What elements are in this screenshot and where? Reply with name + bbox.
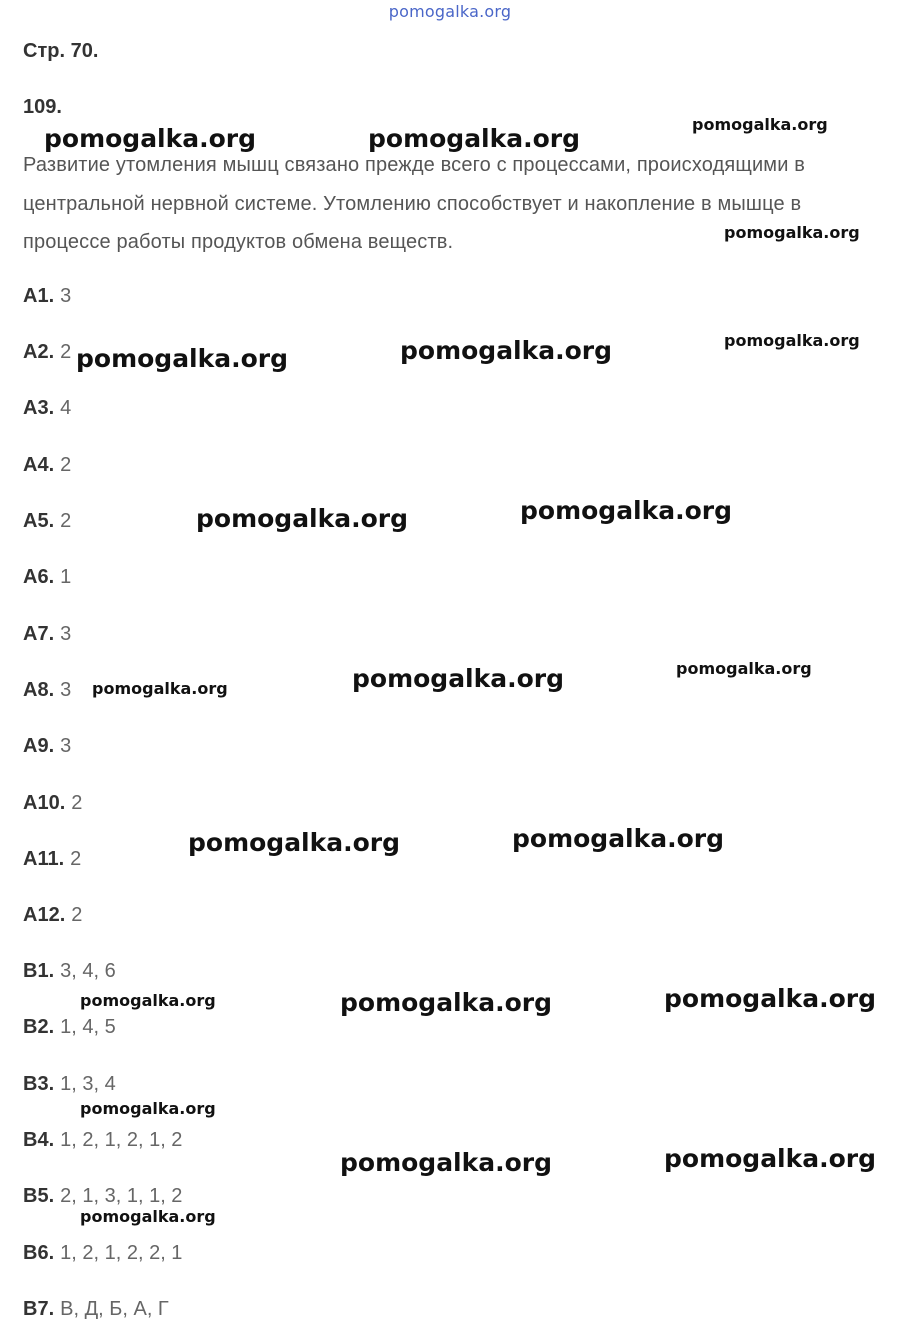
answer-row bbox=[23, 733, 71, 759]
watermark: pomogalka.org bbox=[368, 124, 581, 153]
answer-label: В5. bbox=[23, 1185, 55, 1207]
answer-row bbox=[23, 339, 71, 365]
task-paragraph: Развитие утомления мышц связано прежде всего с процессами, происходящими в центральной нервной системе. Утомлению способствует и накопление в мышце в процессе работы продуктов обмена веществ. bbox=[23, 154, 806, 253]
watermark: pomogalka.org bbox=[520, 496, 733, 525]
answer-row bbox=[23, 1127, 182, 1153]
answer-row bbox=[23, 1240, 182, 1266]
answer-label: В3. bbox=[23, 1073, 55, 1095]
answer-label: А6. bbox=[23, 566, 55, 588]
answer-label: А11. bbox=[23, 848, 65, 870]
answer-row bbox=[23, 283, 71, 309]
site-watermark-header: pomogalka.org bbox=[388, 2, 512, 21]
answer-value: 3 bbox=[60, 735, 72, 757]
answer-row bbox=[23, 621, 71, 647]
answer-value: 2 bbox=[60, 510, 72, 532]
answer-label: А1. bbox=[23, 285, 55, 307]
watermark: pomogalka.org bbox=[340, 988, 553, 1017]
answer-value: 2 bbox=[70, 848, 82, 870]
watermark: pomogalka.org bbox=[664, 1144, 877, 1173]
answer-label: В4. bbox=[23, 1129, 55, 1151]
answer-label: А5. bbox=[23, 510, 55, 532]
answer-value: 1, 2, 1, 2, 1, 2 bbox=[60, 1129, 183, 1151]
answer-value: 2 bbox=[60, 454, 72, 476]
answer-row bbox=[23, 790, 82, 816]
answer-label: В7. bbox=[23, 1298, 55, 1320]
watermark: pomogalka.org bbox=[676, 659, 812, 678]
answer-value: 3, 4, 6 bbox=[60, 960, 116, 982]
watermark: pomogalka.org bbox=[76, 344, 289, 373]
answer-label: В2. bbox=[23, 1016, 55, 1038]
answer-row bbox=[23, 1014, 116, 1040]
watermark: pomogalka.org bbox=[512, 824, 725, 853]
watermark: pomogalka.org bbox=[400, 336, 613, 365]
answer-value: 2 bbox=[60, 341, 72, 363]
answer-value: 1, 3, 4 bbox=[60, 1073, 116, 1095]
answer-value: 2 bbox=[71, 904, 83, 926]
answer-row bbox=[23, 395, 71, 421]
watermark: pomogalka.org bbox=[44, 124, 257, 153]
watermark: pomogalka.org bbox=[188, 828, 401, 857]
answer-value: 3 bbox=[60, 285, 72, 307]
watermark: pomogalka.org bbox=[692, 115, 828, 134]
watermark: pomogalka.org bbox=[80, 991, 216, 1010]
answer-label: В6. bbox=[23, 1242, 55, 1264]
answer-row bbox=[23, 508, 71, 534]
answer-label: В1. bbox=[23, 960, 55, 982]
answer-row bbox=[23, 452, 71, 478]
answer-label: А7. bbox=[23, 623, 55, 645]
answer-row bbox=[23, 1296, 169, 1322]
answer-value: 2 bbox=[71, 792, 83, 814]
watermark: pomogalka.org bbox=[196, 504, 409, 533]
answer-value: 3 bbox=[60, 623, 72, 645]
answer-label: А4. bbox=[23, 454, 55, 476]
watermark: pomogalka.org bbox=[80, 1207, 216, 1226]
answer-value: В, Д, Б, А, Г bbox=[60, 1298, 169, 1320]
answer-value: 1, 2, 1, 2, 2, 1 bbox=[60, 1242, 183, 1264]
watermark: pomogalka.org bbox=[724, 223, 860, 242]
answer-label: А3. bbox=[23, 397, 55, 419]
watermark: pomogalka.org bbox=[724, 331, 860, 350]
answer-label: А10. bbox=[23, 792, 66, 814]
watermark: pomogalka.org bbox=[92, 679, 228, 698]
page-label: Стр. 70. bbox=[23, 40, 99, 62]
answer-value: 4 bbox=[60, 397, 72, 419]
answer-label: А9. bbox=[23, 735, 55, 757]
answer-row bbox=[23, 902, 82, 928]
answer-value: 1, 4, 5 bbox=[60, 1016, 116, 1038]
answer-row bbox=[23, 1071, 116, 1097]
task-number: 109. bbox=[23, 96, 62, 118]
watermark: pomogalka.org bbox=[340, 1148, 553, 1177]
answer-value: 1 bbox=[60, 566, 72, 588]
answer-value: 3 bbox=[60, 679, 72, 701]
answer-row bbox=[23, 958, 116, 984]
answer-row bbox=[23, 564, 71, 590]
answer-label: А2. bbox=[23, 341, 55, 363]
answer-label: А12. bbox=[23, 904, 66, 926]
answer-row bbox=[23, 677, 71, 703]
answer-label: А8. bbox=[23, 679, 55, 701]
watermark: pomogalka.org bbox=[664, 984, 877, 1013]
watermark: pomogalka.org bbox=[352, 664, 565, 693]
watermark: pomogalka.org bbox=[80, 1099, 216, 1118]
answer-row bbox=[23, 1183, 182, 1209]
answer-row bbox=[23, 846, 81, 872]
answer-value: 2, 1, 3, 1, 1, 2 bbox=[60, 1185, 183, 1207]
